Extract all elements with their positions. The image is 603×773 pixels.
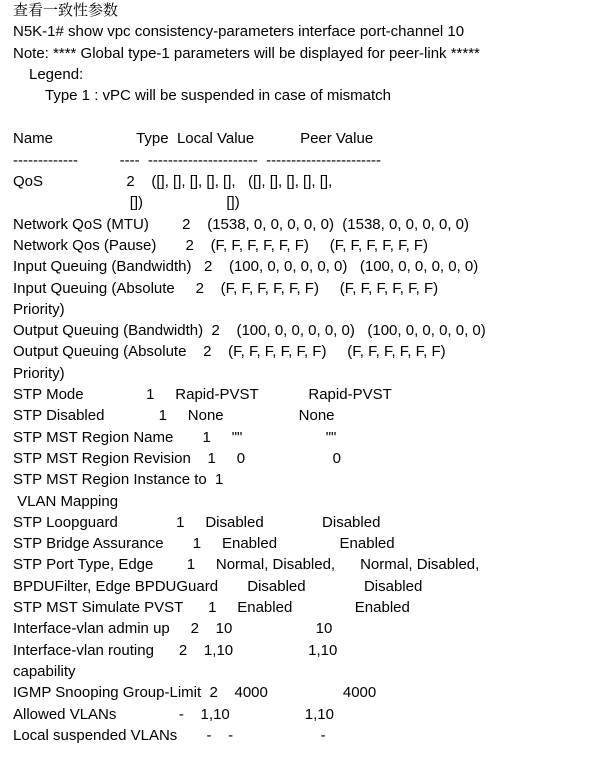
table-row: Interface-vlan routing 2 1,10 1,10 (13, 641, 338, 659)
table-row: Priority) (13, 300, 65, 318)
cli-command: N5K-1# show vpc consistency-parameters interface port-channel 10 (13, 23, 465, 41)
table-row: STP Loopguard 1 Disabled Disabled (13, 513, 381, 531)
table-row: Output Queuing (Absolute 2 (F, F, F, F, F, F) (F, F, F, F, F, F) (13, 343, 446, 361)
note-line: Note: **** Global type-1 parameters will be displayed for peer-link ***** (13, 44, 480, 62)
table-row: STP MST Region Name 1 "" "" (13, 428, 337, 446)
blank-line (13, 106, 603, 128)
table-row: STP MST Region Instance to 1 (13, 471, 224, 489)
legend-label: Legend: (29, 65, 84, 83)
table-row: []) []) (13, 194, 240, 212)
table-row: STP MST Region Revision 1 0 0 (13, 449, 341, 467)
table-row: Input Queuing (Absolute 2 (F, F, F, F, F, F) (F, F, F, F, F, F) (13, 279, 439, 297)
table-row: capability (13, 662, 76, 680)
table-row: IGMP Snooping Group-Limit 2 4000 4000 (13, 684, 377, 702)
table-row: BPDUFilter, Edge BPDUGuard Disabled Disabled (13, 577, 423, 595)
table-row: Local suspended VLANs - - - (13, 726, 326, 744)
table-row: QoS 2 ([], [], [], [], [], ([], [], [], [], [], (13, 173, 333, 191)
table-row: STP Bridge Assurance 1 Enabled Enabled (13, 535, 395, 553)
legend-type1: Type 1 : vPC will be suspended in case of mismatch (45, 87, 391, 105)
table-row: Input Queuing (Bandwidth) 2 (100, 0, 0, 0, 0, 0) (100, 0, 0, 0, 0, 0) (13, 258, 479, 276)
table-row: Interface-vlan admin up 2 10 10 (13, 620, 333, 638)
table-row: VLAN Mapping (13, 492, 119, 510)
table-row: Network Qos (Pause) 2 (F, F, F, F, F, F) (F, F, F, F, F, F) (13, 236, 429, 254)
document-body (13, 0, 603, 746)
table-divider: ------------- ---- ---------------------- ----------------------- (13, 151, 382, 169)
consistency-table (13, 128, 603, 746)
table-row: Priority) (13, 364, 65, 382)
table-row: STP MST Simulate PVST 1 Enabled Enabled (13, 599, 410, 617)
table-row: Output Queuing (Bandwidth) 2 (100, 0, 0, 0, 0, 0) (100, 0, 0, 0, 0, 0) (13, 322, 486, 340)
table-row: STP Disabled 1 None None (13, 407, 335, 425)
page-title: 查看一致性参数 (13, 1, 119, 19)
table-row: STP Mode 1 Rapid-PVST Rapid-PVST (13, 386, 392, 404)
table-row: STP Port Type, Edge 1 Normal, Disabled, Normal, Disabled, (13, 556, 480, 574)
table-header: Name Type Local Value Peer Value (13, 130, 374, 148)
table-row: Network QoS (MTU) 2 (1538, 0, 0, 0, 0, 0) (1538, 0, 0, 0, 0, 0) (13, 215, 470, 233)
table-row: Allowed VLANs - 1,10 1,10 (13, 705, 334, 723)
